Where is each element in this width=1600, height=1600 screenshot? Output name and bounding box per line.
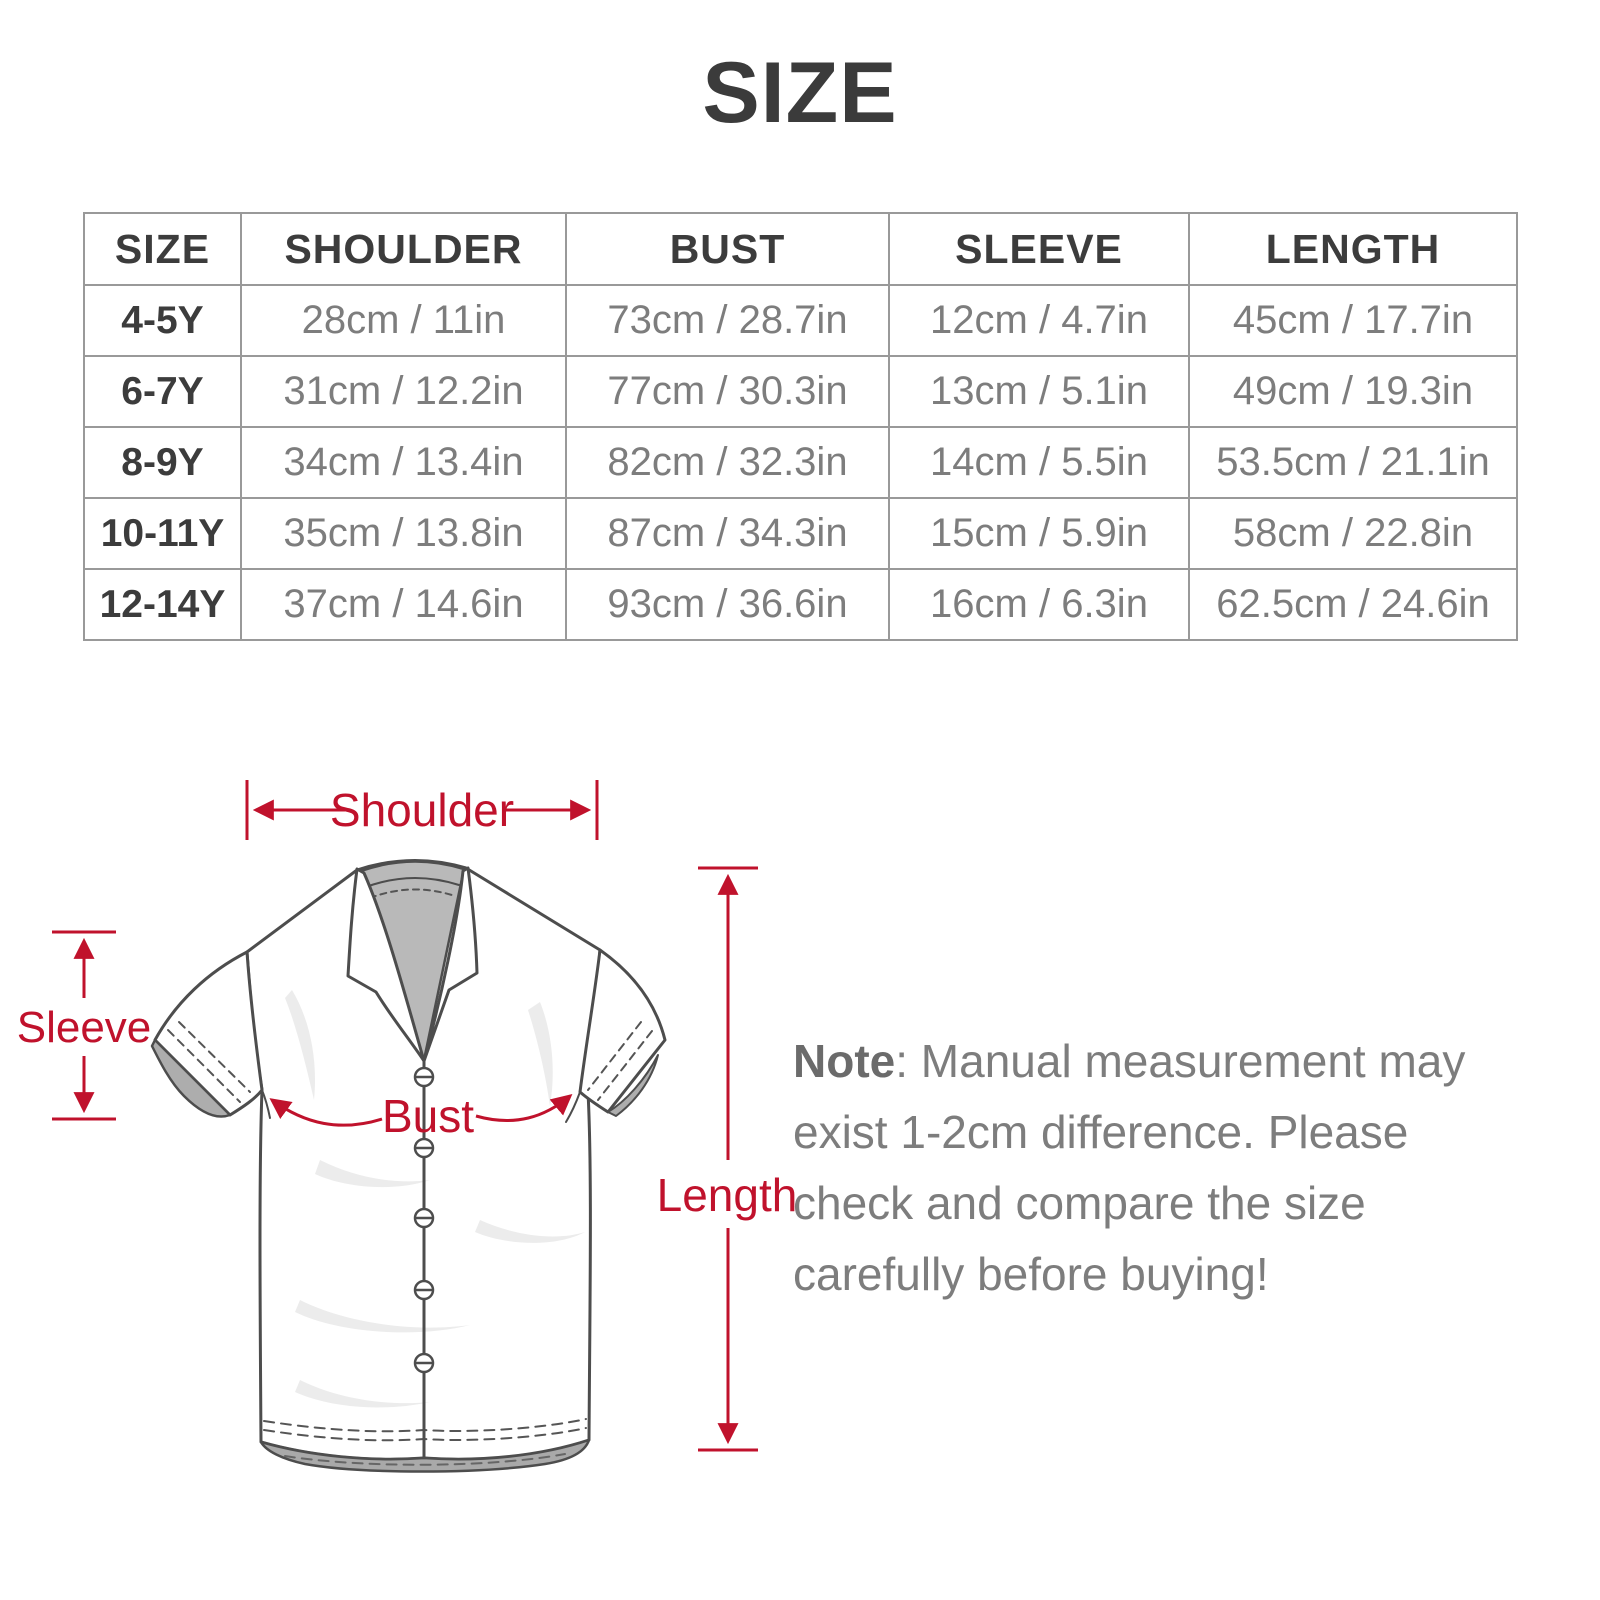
note-line-1: [793, 1026, 1493, 1097]
length-label: Length: [656, 1169, 798, 1221]
cell-size: 10-11Y: [84, 498, 241, 569]
cell-size: 6-7Y: [84, 356, 241, 427]
note-line-3: check and compare the size: [793, 1177, 1366, 1229]
cell-length: 53.5cm / 21.1in: [1189, 427, 1517, 498]
cell-bust: 77cm / 30.3in: [566, 356, 889, 427]
cell-bust: 93cm / 36.6in: [566, 569, 889, 640]
note-line-2: exist 1-2cm difference. Please: [793, 1106, 1409, 1158]
table-header-row: [84, 213, 1517, 285]
cell-shoulder: 37cm / 14.6in: [241, 569, 566, 640]
cell-bust: 87cm / 34.3in: [566, 498, 889, 569]
cell-length: 62.5cm / 24.6in: [1189, 569, 1517, 640]
cell-length: 49cm / 19.3in: [1189, 356, 1517, 427]
cell-shoulder: 34cm / 13.4in: [241, 427, 566, 498]
size-chart-table: [83, 212, 1518, 641]
cell-sleeve: 15cm / 5.9in: [889, 498, 1189, 569]
col-header-length: LENGTH: [1189, 213, 1517, 285]
cell-sleeve: 14cm / 5.5in: [889, 427, 1189, 498]
cell-sleeve: 12cm / 4.7in: [889, 285, 1189, 356]
cell-bust: 82cm / 32.3in: [566, 427, 889, 498]
shirt-illustration: [152, 860, 665, 1471]
note-label: Note: [793, 1035, 896, 1087]
table-row: [84, 285, 1517, 356]
cell-size: 8-9Y: [84, 427, 241, 498]
cell-sleeve: 13cm / 5.1in: [889, 356, 1189, 427]
length-dimension-arrow: [698, 868, 758, 1450]
page-title: SIZE: [702, 45, 898, 141]
note-text: : Manual measurement may: [895, 1035, 1466, 1087]
col-header-bust: BUST: [566, 213, 889, 285]
cell-shoulder: 28cm / 11in: [241, 285, 566, 356]
measurement-note: [793, 1026, 1493, 1310]
table-row: [84, 356, 1517, 427]
shoulder-label: Shoulder: [329, 784, 515, 836]
col-header-size: SIZE: [84, 213, 241, 285]
sleeve-label: Sleeve: [16, 1003, 152, 1052]
cell-bust: 73cm / 28.7in: [566, 285, 889, 356]
cell-sleeve: 16cm / 6.3in: [889, 569, 1189, 640]
cell-size: 12-14Y: [84, 569, 241, 640]
table-row: [84, 427, 1517, 498]
bust-label: Bust: [381, 1090, 475, 1142]
cell-size: 4-5Y: [84, 285, 241, 356]
col-header-shoulder: SHOULDER: [241, 213, 566, 285]
cell-length: 58cm / 22.8in: [1189, 498, 1517, 569]
table-row: [84, 498, 1517, 569]
note-line-4: carefully before buying!: [793, 1248, 1269, 1300]
cell-length: 45cm / 17.7in: [1189, 285, 1517, 356]
table-row: [84, 569, 1517, 640]
cell-shoulder: 35cm / 13.8in: [241, 498, 566, 569]
col-header-sleeve: SLEEVE: [889, 213, 1189, 285]
cell-shoulder: 31cm / 12.2in: [241, 356, 566, 427]
